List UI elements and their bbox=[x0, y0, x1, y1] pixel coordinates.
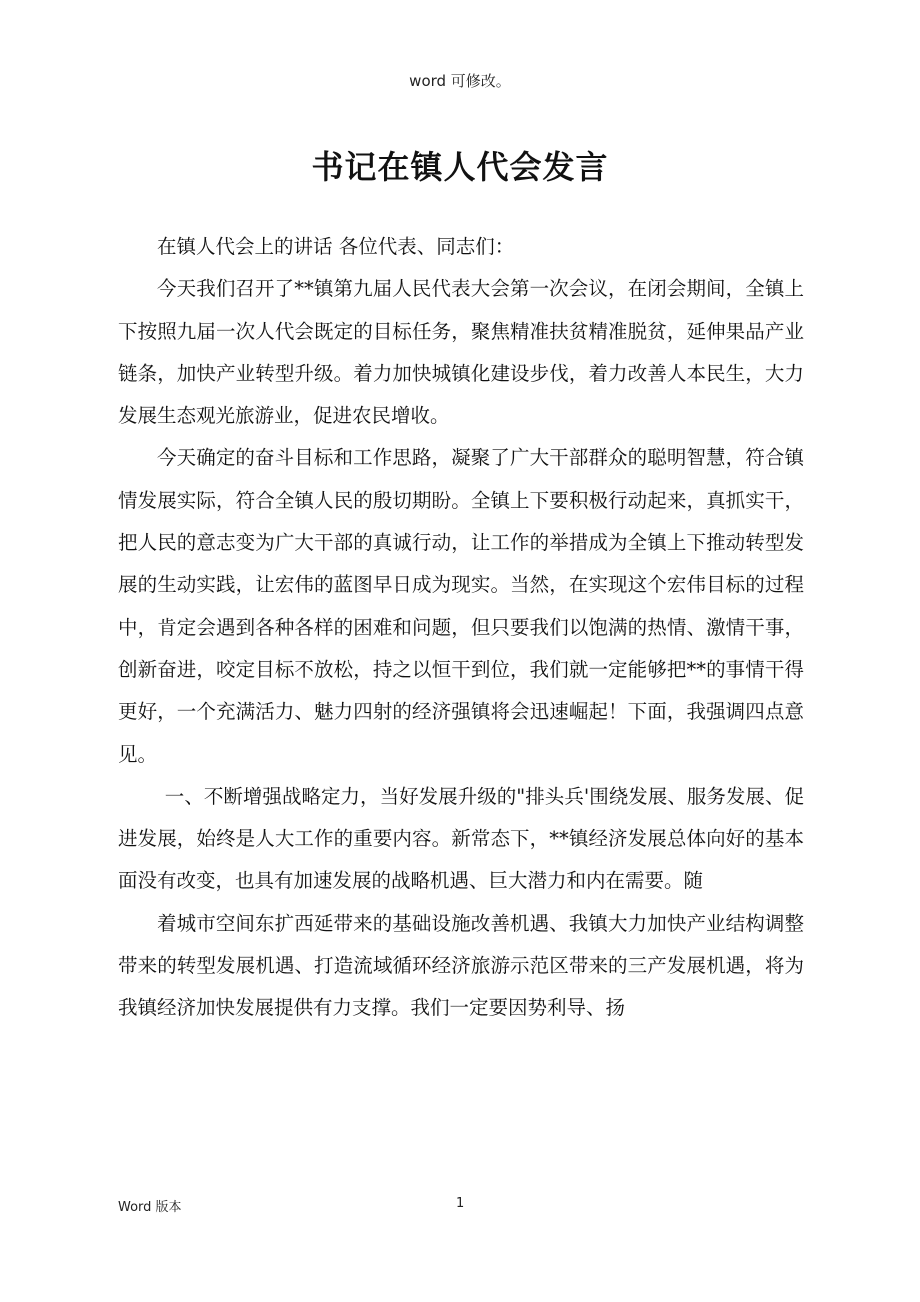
document-title: 书记在镇人代会发言 bbox=[311, 148, 609, 186]
document-body bbox=[118, 226, 804, 1030]
paragraph-greeting: 在镇人代会上的讲话 各位代表、同志们： bbox=[157, 235, 515, 258]
paragraph-opening: 今天我们召开了**镇第九届人民代表大会第一次会议，在闭会期间，全镇上下按照九届一次人代会既定的目标任务，聚焦精准扶贫精准脱贫，延伸果品产业链条，加快产业转型升级。着力加快城镇化建设步伐，着力改善人本民生，大力发展生态观光旅游业，促进农民增收。 bbox=[118, 277, 804, 428]
footer-version-label: Word 版本 bbox=[118, 1200, 182, 1215]
paragraph-section-one: 一、不断增强战略定力，当好发展升级的"排头兵'围绕发展、服务发展、促进发展，始终是人大工作的重要内容。新常态下，**镇经济发展总体向好的基本面没有改变，也具有加速发展的战略机遇、巨大潜力和内在需要。随 bbox=[118, 784, 804, 893]
page-header: word 可修改。 bbox=[409, 72, 511, 90]
paragraph-goals: 今天确定的奋斗目标和工作思路，凝聚了广大干部群众的聪明智慧，符合镇情发展实际，符合全镇人民的殷切期盼。全镇上下要积极行动起来，真抓实干，把人民的意志变为广大干部的真诚行动，让工作的举措成为全镇上下推动转型发展的生动实践，让宏伟的蓝图早日成为现实。当然，在实现这个宏伟目标的过程中，肯定会遇到各种各样的困难和问题，但只要我们以饱满的热情、激情干事，创新奋进，咬定目标不放松，持之以恒干到位，我们就一定能够把**的事情干得更好，一个充满活力、魅力四射的经济强镇将会迅速崛起！下面，我强调四点意见。 bbox=[118, 446, 804, 766]
paragraph-continuation: 着城市空间东扩西延带来的基础设施改善机遇、我镇大力加快产业结构调整带来的转型发展机遇、打造流域循环经济旅游示范区带来的三产发展机遇，将为我镇经济加快发展提供有力支撑。我们一定要因势利导、扬 bbox=[118, 911, 804, 1020]
footer-page-number: 1 bbox=[456, 1196, 465, 1211]
